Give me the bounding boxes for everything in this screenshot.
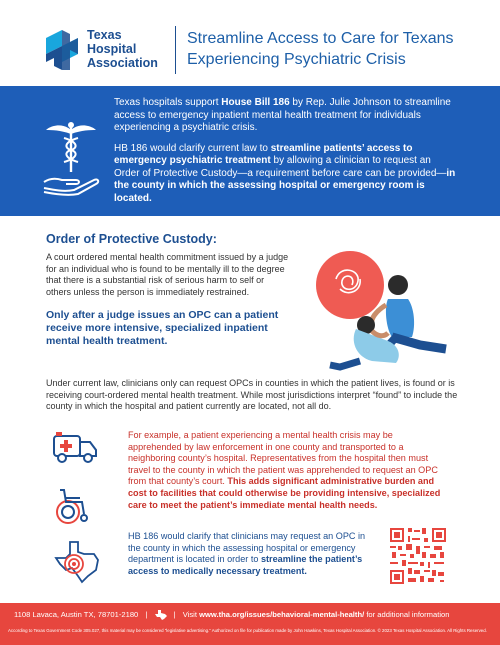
intro-p1-rest: by Rep. Julie Johnson to streamline access to emergency inpatient mental health treatment for individuals experiencing a psychiatric crisis. [114,97,451,133]
logo-line-1: Texas [87,28,122,42]
intro-paragraph-2 [114,143,459,206]
opc-heading: Order of Protective Custody: [46,232,217,246]
page-title: Streamline Access to Care for Texans Experiencing Psychiatric Crisis [187,30,454,68]
wheelchair-icon [52,486,92,526]
intro-p1-text: Texas hospitals support [114,97,222,108]
logo-line-3: Association [87,56,158,70]
ambulance-icon [52,432,100,464]
footer-visit-suffix: for additional information [364,610,450,619]
footer-visit-prefix: Visit [182,610,200,619]
tha-logo-icon [42,28,82,72]
footer-url-link[interactable]: www.tha.org/issues/behavioral-mental-health/ [199,610,365,619]
intro-p2-rest: by allowing a clinician to request an Order of Protective Custody—a requirement before care can be provided— [114,155,447,179]
intro-text [114,97,459,213]
logo-wordmark [87,28,158,70]
footer-contact [14,610,494,620]
example-bold: This adds significant administrative burden and cost to facilities that could otherwise be providing intensive, specialized care to meet the patient’s immediate mental health needs. [128,476,441,510]
caduceus-hand-icon [40,116,102,196]
clarify-text [128,531,378,577]
intro-p2-bold: streamline patients’ access to emergency psychiatric treatment [114,142,413,166]
example-text [128,430,448,511]
footer-separator: | [145,610,148,619]
footer-texas-icon [155,610,167,620]
tha-logo [42,28,172,74]
opc-highlight: Only after a judge issues an OPC can a patient receive more intensive, specialized inpatient mental health treatment. [46,309,279,347]
header-divider [175,26,176,74]
page-footer [0,603,500,645]
footer-separator-2: | [173,610,176,619]
logo-line-2: Hospital [87,42,137,56]
intro-p1-bold: House Bill 186 [221,97,290,108]
intro-paragraph-1 [114,97,459,135]
clarify-bold: streamline the patient’s access to medically necessary treatment. [128,554,363,576]
clarify-body: HB 186 would clarify that clinicians may request an OPC in the county in which the assessing hospital or emergency department is located in order to [128,531,366,565]
texas-map-icon [52,540,100,584]
qr-code[interactable] [390,528,446,584]
opc-definition: A court ordered mental health commitment issued by a judge for an individual who is found to be mentally ill to the degree that there is a substantial risk of serious harm to self or others unless the person is immediately restrained. [46,252,289,297]
crisis-illustration [300,245,460,375]
intro-p2-bold-end: in the county in which the assessing hospital or emergency room is located. [114,167,456,204]
page-header [0,0,500,86]
current-law-text: Under current law, clinicians only can request OPCs in counties in which the patient lives, is found or is receiving court-ordered mental health treatment. While most jurisdictions interpret “found” to include the county in which the hospital and patient currently are located, not all do. [46,378,458,412]
intro-p2-text: HB 186 would clarify current law to [114,142,271,154]
footer-disclaimer: According to Texas Government Code 305.027, this material may be considered “legislative advertising.” Authorized on file for publication made by John Hawkins, Texas Hospital Association. © 2023 Texas Hospital Association. All Rights Reserved. [8,628,487,633]
example-body: For example, a patient experiencing a mental health crisis may be apprehended by law enforcement in one county and transported to a neighboring county’s hospital. Representatives from the hospital then must travel to the county in which the patient was apprehended to request an OPC from that county’s court. [128,430,438,487]
footer-address: 1108 Lavaca, Austin TX, 78701-2180 [14,610,139,619]
